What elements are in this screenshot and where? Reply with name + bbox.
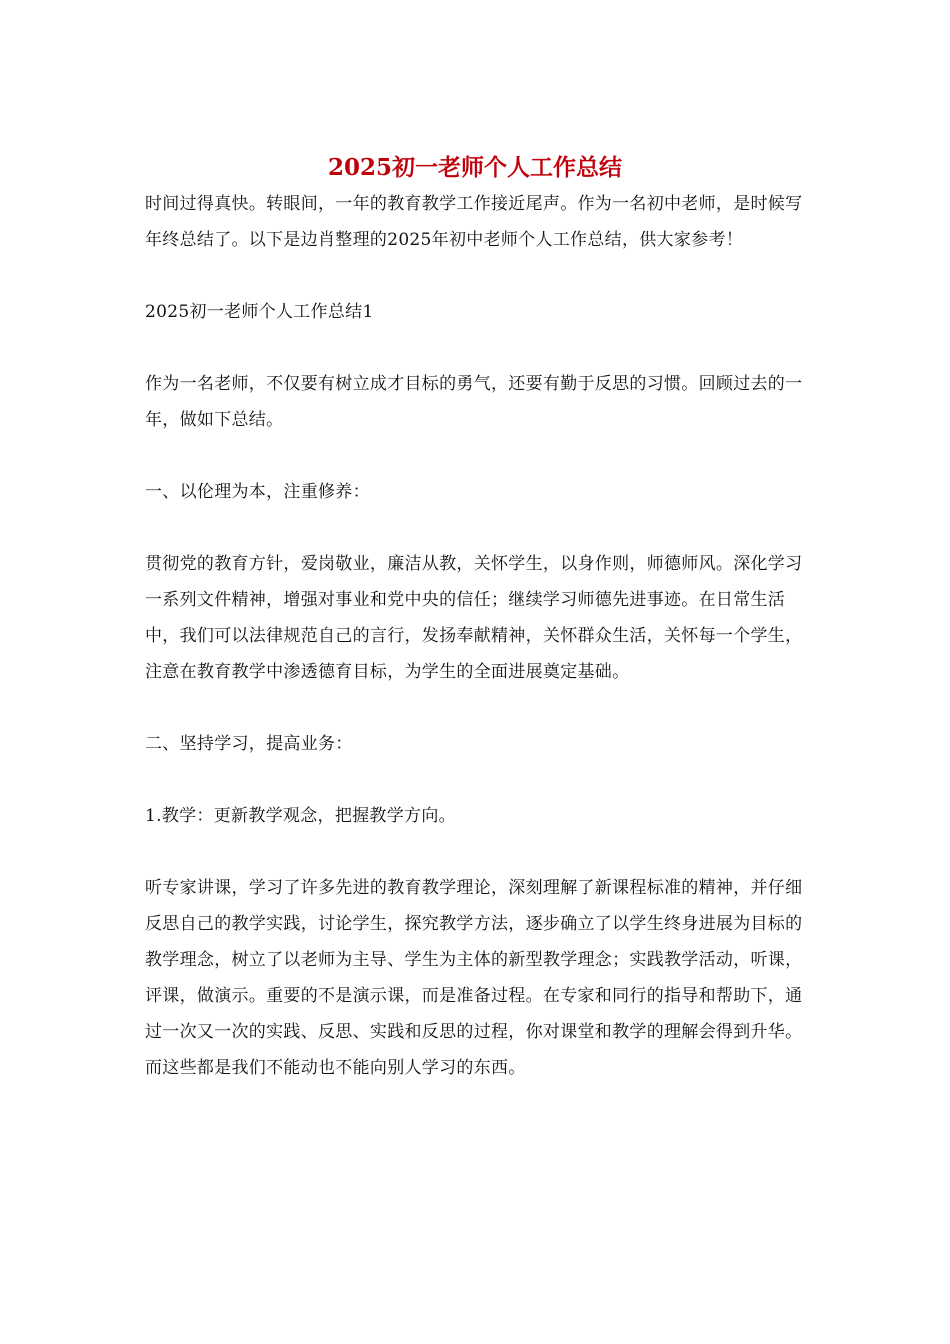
section-heading-1: 2025初一老师个人工作总结1 bbox=[145, 302, 374, 322]
paragraph-teaching: 听专家讲课，学习了许多先进的教育教学理论，深刻理解了新课程标准的精神，并仔细反思自己的教学实践，讨论学生，探究教学方法，逐步确立了以学生终身进展为目标的教学理念，树立了以老师为主导、学生为主体的新型教学理念；实践教学活动，听课，评课，做演示。重要的不是演示课，而是准备过程。在专家和同行的指导和帮助下，通过一次又一次的实践、反思、实践和反思的过程，你对课堂和教学的理解会得到升华。而这些都是我们不能动也不能向别人学习的东西。 bbox=[145, 878, 803, 1078]
paragraph-opening: 作为一名老师，不仅要有树立成才目标的勇气，还要有勤于反思的习惯。回顾过去的一年，做如下总结。 bbox=[145, 374, 803, 430]
intro-paragraph: 时间过得真快。转眼间，一年的教育教学工作接近尾声。作为一名初中老师，是时候写年终总结了。以下是边肖整理的2025年初中老师个人工作总结，供大家参考！ bbox=[145, 194, 803, 250]
document-title: 2025初一老师个人工作总结 bbox=[327, 154, 622, 181]
subheading-ethics: 一、以伦理为本，注重修养： bbox=[145, 482, 370, 502]
paragraph-ethics: 贯彻党的教育方针，爱岗敬业，廉洁从教，关怀学生，以身作则，师德师风。深化学习一系列文件精神，增强对事业和党中央的信任；继续学习师德先进事迹。在日常生活中，我们可以法律规范自己的言行，发扬奉献精神，关怀群众生活，关怀每一个学生，注意在教育教学中渗透德育目标，为学生的全面进展奠定基础。 bbox=[145, 554, 803, 682]
subheading-study: 二、坚持学习，提高业务： bbox=[145, 734, 353, 754]
subheading-teaching: 1.教学：更新教学观念，把握教学方向。 bbox=[145, 806, 456, 826]
